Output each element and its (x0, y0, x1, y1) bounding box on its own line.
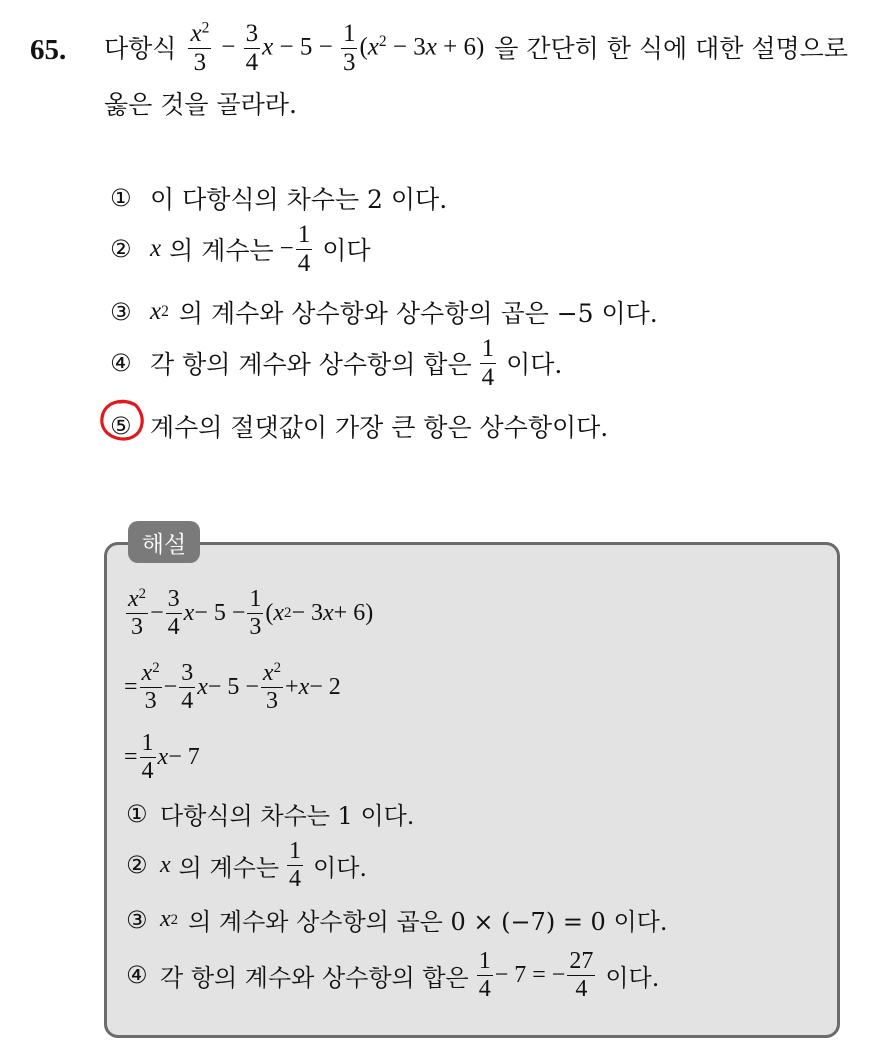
solution-tag: 해설 (128, 521, 200, 563)
question-text-line1 (104, 18, 848, 78)
question-suffix: 을 간단히 한 식에 대한 설명으로 (494, 33, 848, 63)
solution-line-3: ③ x 2 의 계수와 상수항의 곱은 0 × (−7) = 0 이다. (126, 902, 667, 937)
question-text-line2: 옳은 것을 골라라. (104, 90, 297, 119)
question-number: 65. (30, 34, 67, 66)
solution-expression-2: = $\frac{x^2}{3}$ − $\frac{3}{4}$ x − 5 − $\frac{x^2}{3}$ + x − 2 (124, 659, 341, 714)
solution-line-3-text: 의 계수와 상수항의 곱은 0 × (−7) = 0 이다. (188, 908, 668, 936)
option-4-text-b: 이다. (506, 350, 563, 379)
solution-line-4-text-a: 각 항의 계수와 상수항의 합은 (160, 963, 469, 992)
solution-line-1 (126, 796, 414, 831)
option-1[interactable] (110, 180, 447, 216)
solution-line-4-mark: ④ (126, 961, 148, 989)
solution-line-4-text-b: 이다. (605, 963, 660, 992)
option-2-mark: ② (110, 235, 132, 263)
option-4-text-a: 각 항의 계수와 상수항의 합은 (150, 350, 472, 379)
answer-selection-circle-icon (98, 398, 148, 444)
option-2[interactable]: ② x 의 계수는 − $\frac{1}{4}$ 이다 (110, 221, 371, 277)
solution-line-2-text-b: 이다. (313, 853, 368, 882)
option-5-text: 계수의 절댓값이 가장 큰 항은 상수항이다. (150, 413, 609, 442)
solution-line-3-mark: ③ (126, 905, 148, 934)
option-1-mark: ① (110, 184, 132, 212)
question-expression: $\frac{x^2}{3}$ − $\frac{3}{4}$ x − 5 − $\frac{1}{3}$ $(x^2 - 3x + 6)$ (190, 19, 485, 76)
solution-line-1-text: 다항식의 차수는 1 이다. (160, 802, 415, 830)
option-3-text: 의 계수와 상수항와 상수항의 곱은 −5 이다. (178, 299, 658, 328)
option-4[interactable]: ④ 각 항의 계수와 상수항의 합은 $\frac{1}{4}$ 이다. (110, 335, 563, 391)
option-5-mark: ⑤ (110, 412, 132, 440)
option-4-mark: ④ (110, 349, 132, 377)
solution-line-2-mark: ② (126, 851, 148, 879)
solution-expression-1: $\frac{x^2}{3}$ − $\frac{3}{4}$ x − 5 − $\frac{1}{3}$ ( x 2 − 3 x + 6) (128, 585, 374, 640)
solution-line-4: ④ 각 항의 계수와 상수항의 합은 $\frac{1}{4}$ − 7 = − $\frac{27}{4}$ 이다. (126, 948, 660, 1002)
option-2-text-b: 이다 (322, 236, 371, 265)
solution-line-2: ② x 의 계수는 $\frac{1}{4}$ 이다. (126, 838, 368, 892)
option-1-text: 이 다항식의 차수는 2 이다. (150, 185, 448, 214)
option-3-mark: ③ (110, 298, 132, 326)
option-2-text-a: 의 계수는 (169, 236, 274, 265)
solution-line-2-text-a: 의 계수는 (178, 853, 280, 882)
solution-line-1-mark: ① (126, 799, 148, 828)
solution-expression-3: = $\frac{1}{4}$ x − 7 (124, 730, 200, 784)
option-3[interactable]: ③ x 2 의 계수와 상수항와 상수항의 곱은 −5 이다. (110, 294, 658, 330)
option-5[interactable] (110, 408, 608, 444)
question-prefix: 다항식 (104, 33, 177, 63)
